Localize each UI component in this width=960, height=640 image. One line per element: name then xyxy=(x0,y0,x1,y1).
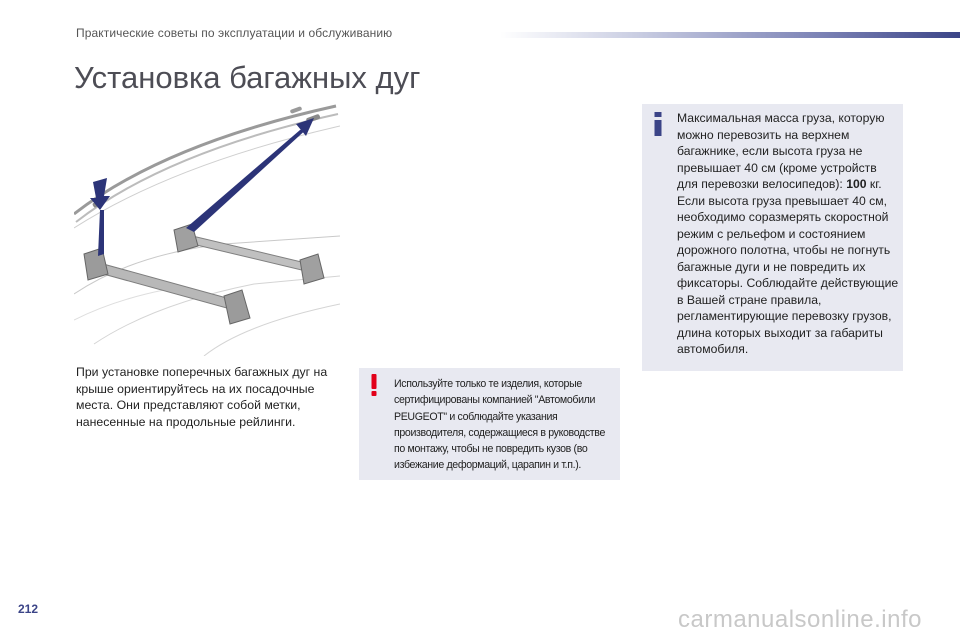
info-box xyxy=(642,104,903,371)
page-title: Установка багажных дуг xyxy=(74,60,421,95)
body-paragraph: При установке поперечных багажных дуг на крыше ориентируйтесь на их посадочные места. Они представляют собой метки, нанесенные на продольные рейлинги. xyxy=(76,365,328,429)
page-number: 212 xyxy=(18,602,39,616)
exclamation-icon xyxy=(371,374,377,396)
roof-bars-illustration xyxy=(74,104,340,356)
header-section-title: Практические советы по эксплуатации и обслуживанию xyxy=(76,26,393,40)
info-icon xyxy=(654,112,662,136)
header-decorative-bar xyxy=(500,32,960,38)
crossbar-arrow-icon xyxy=(186,126,310,232)
warning-text: Используйте только те изделия, которые сертифицированы компанией "Автомобили PEUGEOT" и соблюдайте указания производителя, содержащиеся в руководстве по монтажу, чтобы не повредить кузов (во избежание деформаций, царапин и т.п.). xyxy=(394,378,605,472)
info-text-part1: Максимальная масса груза, которую можно перевозить на верхнем багажнике, если высота груза не превышает 40 см (кроме устройств для перевозки велосипедов): xyxy=(677,111,885,191)
watermark: carmanualsonline.info xyxy=(678,606,922,633)
info-text xyxy=(677,110,899,358)
warning-box xyxy=(359,368,620,480)
info-text-max-weight: 100 xyxy=(846,177,867,191)
info-text-part2: кг. Если высота груза превышает 40 см, необходимо соразмерять скоростной режим с рельефом и состоянием дорожного полотна, чтобы не погнуть багажные дуги и не повредить их фиксаторы. Соблюдайте действующие в Вашей стране правила, регламентирующие перевозку грузов, длина которых выходит за габариты автомобиля. xyxy=(677,177,899,356)
